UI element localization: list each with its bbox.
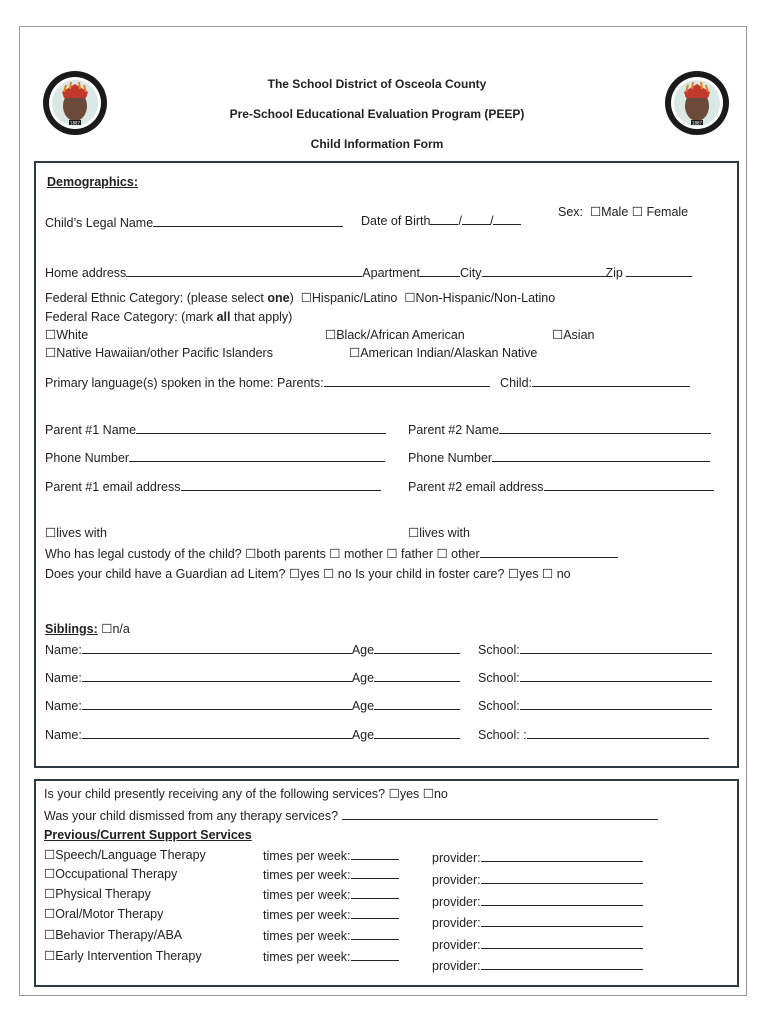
american-indian-checkbox[interactable]: ☐American Indian/Alaskan Native bbox=[349, 346, 538, 360]
hispanic-checkbox[interactable]: ☐Hispanic/Latino bbox=[300, 291, 398, 305]
primary-language-field[interactable] bbox=[45, 375, 690, 391]
service-checkbox[interactable]: ☐Physical Therapy bbox=[44, 887, 151, 901]
times-per-week-field[interactable]: times per week: bbox=[263, 848, 399, 864]
child-legal-name-field[interactable] bbox=[45, 215, 343, 231]
black-checkbox[interactable]: ☐Black/African American bbox=[325, 328, 465, 342]
service-checkbox[interactable]: ☐Oral/Motor Therapy bbox=[44, 907, 164, 921]
parent2-lives-with-checkbox[interactable]: ☐lives with bbox=[408, 526, 470, 540]
times-per-week-field[interactable]: times per week: bbox=[263, 907, 399, 923]
parent1-name-field[interactable]: Parent #1 Name bbox=[45, 422, 386, 438]
provider-field[interactable]: provider: bbox=[432, 894, 643, 910]
non-hispanic-checkbox[interactable]: ☐Non-Hispanic/Non-Latino bbox=[404, 291, 556, 305]
service-checkbox[interactable]: ☐Behavior Therapy/ABA bbox=[44, 928, 183, 942]
parent1-lives-with-checkbox[interactable]: ☐lives with bbox=[45, 526, 107, 540]
sibling-row[interactable]: Name: Age bbox=[45, 642, 460, 658]
ethnic-label: Federal Ethnic Category: bbox=[45, 291, 184, 305]
female-checkbox[interactable]: ☐ Female bbox=[631, 205, 689, 219]
receiving-services-row[interactable]: Is your child presently receiving any of the following services? ☐yes ☐no bbox=[44, 787, 448, 801]
sex-label: Sex: bbox=[558, 205, 584, 219]
sibling-row[interactable]: Name: Age bbox=[45, 698, 460, 714]
city-label: City bbox=[459, 266, 482, 280]
legal-custody-row[interactable]: Who has legal custody of the child? ☐both parents ☐ mother ☐ father ☐ other bbox=[45, 546, 618, 562]
sibling-school[interactable]: School: bbox=[478, 642, 712, 658]
provider-field[interactable]: provider: bbox=[432, 915, 643, 931]
times-per-week-field[interactable]: times per week: bbox=[263, 867, 399, 883]
demographics-heading: Demographics: bbox=[47, 175, 138, 189]
race-category-row: Federal Race Category: (mark all that apply) bbox=[45, 310, 293, 324]
provider-field[interactable]: provider: bbox=[432, 958, 643, 974]
hawaiian-checkbox[interactable]: ☐Native Hawaiian/other Pacific Islanders bbox=[45, 346, 273, 360]
guardian-foster-row[interactable]: Does your child have a Guardian ad Litem? ☐yes ☐ no Is your child in foster care? ☐yes ☐ no bbox=[45, 567, 571, 581]
sex-field bbox=[558, 205, 688, 220]
support-services-heading: Previous/Current Support Services bbox=[44, 828, 252, 842]
child-legal-name-label: Child’s Legal Name bbox=[45, 216, 154, 230]
svg-text:1887: 1887 bbox=[69, 120, 81, 126]
date-of-birth-field[interactable]: Date of Birth / / bbox=[361, 213, 521, 229]
parent1-email-field[interactable]: Parent #1 email address bbox=[45, 479, 381, 495]
provider-field[interactable]: provider: bbox=[432, 872, 643, 888]
asian-checkbox[interactable]: ☐Asian bbox=[552, 328, 595, 342]
siblings-heading: Siblings: bbox=[45, 622, 98, 636]
zip-label: Zip bbox=[605, 266, 623, 280]
home-address-label: Home address bbox=[45, 266, 127, 280]
siblings-row bbox=[45, 622, 130, 637]
male-checkbox[interactable]: ☐Male bbox=[589, 205, 629, 219]
district-title: The School District of Osceola County bbox=[267, 77, 487, 91]
home-address-field[interactable] bbox=[45, 265, 692, 281]
primary-language-label: Primary language(s) spoken in the home: Parents: bbox=[45, 376, 324, 390]
svg-text:1887: 1887 bbox=[691, 120, 703, 126]
parent2-name-field[interactable]: Parent #2 Name bbox=[408, 422, 711, 438]
times-per-week-field[interactable]: times per week: bbox=[263, 887, 399, 903]
sibling-row[interactable]: Name: Age bbox=[45, 670, 460, 686]
siblings-na-checkbox[interactable]: ☐n/a bbox=[97, 622, 130, 636]
sibling-row[interactable]: Name: Age bbox=[45, 727, 460, 743]
times-per-week-field[interactable]: times per week: bbox=[263, 928, 399, 944]
sibling-school[interactable]: School: bbox=[478, 670, 712, 686]
dismissed-services-field[interactable]: Was your child dismissed from any therapy services? bbox=[44, 808, 658, 824]
form-title: Child Information Form bbox=[310, 137, 444, 151]
child-language-label: Child: bbox=[500, 376, 533, 390]
times-per-week-field[interactable]: times per week: bbox=[263, 949, 399, 965]
dob-label: Date of Birth bbox=[361, 214, 431, 228]
service-checkbox[interactable]: ☐Occupational Therapy bbox=[44, 867, 178, 881]
program-title: Pre-School Educational Evaluation Program (PEEP) bbox=[229, 107, 525, 121]
service-checkbox[interactable]: ☐Speech/Language Therapy bbox=[44, 848, 206, 862]
service-checkbox[interactable]: ☐Early Intervention Therapy bbox=[44, 949, 202, 963]
provider-field[interactable]: provider: bbox=[432, 937, 643, 953]
apartment-label: Apartment bbox=[362, 266, 420, 280]
sibling-school[interactable]: School: : bbox=[478, 727, 709, 743]
provider-field[interactable]: provider: bbox=[432, 850, 643, 866]
ethnic-category-row: Federal Ethnic Category: (please select one) ☐Hispanic/Latino ☐Non-Hispanic/Non-Latino bbox=[45, 291, 556, 305]
sibling-school[interactable]: School: bbox=[478, 698, 712, 714]
parent2-phone-field[interactable]: Phone Number bbox=[408, 450, 710, 466]
parent2-email-field[interactable]: Parent #2 email address bbox=[408, 479, 714, 495]
parent1-phone-field[interactable]: Phone Number bbox=[45, 450, 385, 466]
white-checkbox[interactable]: ☐White bbox=[45, 328, 89, 342]
race-label: Federal Race Category: bbox=[45, 310, 178, 324]
